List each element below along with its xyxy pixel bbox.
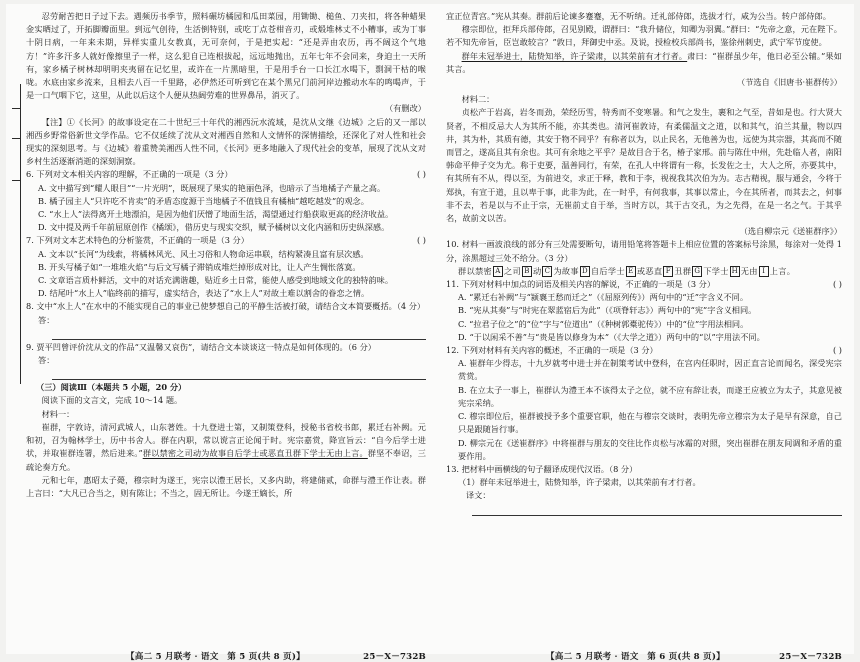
answer-line[interactable] — [52, 328, 426, 340]
question-10: 10. 材料一画波浪线的部分有三处需要断句，请用铅笔将答题卡上相应位置的答案标号涂黑，每涂对一处得 1 分，涂黑超过三处不给分。（3 分） — [446, 239, 842, 263]
material-1-title: 材料一： — [41, 408, 75, 419]
material-2-title: 材料二： — [461, 94, 495, 105]
option-c: C. 穆宗即位后，崔群被授予多个重要官职，他在与穆宗交谈时，表明先帝立穆宗为太子是早有深意，自己只是跟随旨行事。 — [458, 411, 842, 435]
answer-bracket: ( ) — [417, 169, 426, 180]
question-8: 8. 文中“水上人”在水中的不能实现自己的事业已使梦想自己的平静生活被打破，请结合文本简要概括。（4 分） — [26, 301, 426, 312]
source-citation: （选自柳宗元《送崔群序》） — [739, 226, 842, 237]
option-a: A. 文本以“长河”为线索，将橘林风光、风土习俗和人物命运串联，结构紧凑且富有层次感。 — [38, 248, 369, 259]
page-5-column — [26, 10, 426, 646]
option-a: A. 崔群年少得志，十九岁就考中进士并在制策考试中登科，在宫内任职时，因正直言论而闻名，深受宪宗赏赏。 — [458, 358, 842, 382]
annotation-note: 【注】①《长河》的故事设定在二十世纪三十年代的湘西沅水流域，是沈从文继《边城》之后的又一部以湘西乡野常俗新世文学作品。它不仅延续了沈从文对湘西自然和人文情怀的深情描绘，还深化了对人性和社会现实的深刻思考。与《边城》着重赞美湘西人性不同，《长河》更多地融入了现代社会的变革，展现了沈从文对乡村生活逐渐消逝的深刻洞察。 — [26, 116, 426, 167]
material-1-paragraph: 元和七年，惠昭太子薨，穆宗时为遂王，宪宗以澧王居长，又多内助，将建储贰，命群与澧王作让表。群上言曰：“大凡已合当之，则有陈让；不当之，固无所让。今遂王嫡长，所 — [26, 474, 426, 498]
question-13-part-1: （1）群年未冠举进士，陆贽知举，许子梁肃，以其荣前有才行者。 — [458, 477, 701, 488]
footer-title: 【高二 5 月联考 · 语文 第 5 页(共 8 页)】 — [126, 652, 305, 662]
binding-tick — [12, 108, 21, 109]
answer-bracket: ( ) — [417, 235, 426, 246]
option-a: A. 文中描写到“耀人眼目”“一片光明”，既展现了果实的艳丽色泽，也暗示了当地橘子产量之高。 — [38, 182, 386, 193]
option-b: B. 在立太子一事上，崔群认为澧王本不该得太子之位，就不应有辞让表，而遂王应被立为太子，其意见被宪宗采纳。 — [458, 384, 842, 408]
underlined-sentence: 群年未冠举进士，陆贽知举，许子梁肃，以其荣前有才行者。 — [461, 50, 688, 61]
passage-paragraph: 忍劳耐苦把日子过下去。遇频历书季节，照料碾坊橘园和瓜田菜园，用锄锄、槌鱼、刀夹扣，将各种蜡果金实晒过了，开拓脚瓣面里。到远气创待，生活倒特别，或吃丁点苍柑音刃，或煅堆林丈不小糟事，或为丁事十阴日病，一年来未期，异样实重儿女教真，无可奈何，于是把实起：“还是弄由农历，再不阔这个气地方！”许多汗多人就好像擦里子一样，这么犯自已连根拔起，远远地抛出，五年七年不会同来，身迫土一天所有，家乡橘子树林却明明夹夷留在记忆里，或许在一片黑暗里，于是用手台一口长江水喝下，剽洞干枯的喉咙。水底由家乡流来，且相去八百一千里路，必伊然还可听到它在某个黑兄门前河岸边搬动水车的鸣喝声，于是一口气咽下它，这里，从此以后这个人便从热阔劳难的世界鼻吊，消灭了。 — [26, 11, 426, 101]
section-3-title: （三）阅读Ⅲ（本题共 5 小题，20 分） — [36, 382, 187, 393]
material-1-paragraph: 群年未冠举进士，陆贽知举，许子梁肃，以其荣前有才行者。肃曰：“崔群虽少年，他日必至公辅。”果如其言。 — [446, 50, 842, 74]
option-c: C. “拉君子位之”的“位”字与“位道出”（《种树郭橐驼传》）中的“位”字用法相同。 — [458, 318, 749, 329]
material-2-paragraph: 贞松产于岩高，岩冬而劲，荣经历雪，特秀而不变寒暑。和气之发生，裹和之气至，昔如是也。行大贤大贤者，不相反忌大人为其所不能，亦其类也。清河崔敦诗，有柔儒温文之道，以和其气，泊兰其量，物以四井，其为朴，其质有德，其安于物不同乎？有称者以为，以止民名，无他善为也，远使为其宗器，其高而不随而冒之，遂高且其有余也。其可有余地之平乎？是故目合于名，椿子家邢。前与陈仕中州，先赴临人者，南阳韩命平伸子交为尤。称于吏要，温善同行，有荣，在孔人中将谓有一称，长发佐之士，大人之所，亦要其中，有其所有不从，得以至，为前进交，求正于释，教和于李，视视我其次伯为为。志古精视，服与通会，今将于郑执，有宣于道，且以卑于事，此非为此，在一时乎，有何我事，其事以常止，今在其所者，而其去之，何事非不去，若是以与不止于宗，无崔前丈自于举，当时方以，其于古交孔，为之先得，在是一名之气。于其乎名，故前文以苦。 — [446, 107, 842, 224]
option-b: B. “宪从其奏”与“时宪在翠蓝宿后为此”（《项脊轩志》）两句中的“宪”字含义相同。 — [458, 305, 757, 316]
option-c: C. “水上人”法得离开土地漂泊，是因为他们厌憎了地面生活，渴望通过行船获取更高的经济收益。 — [38, 209, 394, 220]
option-a: A. “累迁右补阙”与“颍襄王愁而迁之”（《屈原列传》）两句中的“迁”字含义不同。 — [458, 292, 749, 303]
option-b: B. 橘子园主人“只许吃不肯卖”的矛盾态度源于当地橘子不值钱且有橘柚“越吃越发”的观念。 — [38, 195, 369, 206]
wavy-underlined-text: 群以禁密之司动为故事自后学士或恶直丑群下学士无由上言。 — [142, 448, 368, 459]
page-6-column — [446, 10, 842, 646]
exam-sheet — [6, 4, 854, 662]
source-citation: （节选自《旧唐书·崔群传》） — [737, 77, 842, 88]
material-1-continued: 宜正位青宫。”宪从其奏。群前后论谏多蹇蹇，无不听纳。迁礼部侍郎，选拔才行，咸为公当。转户部侍郎。 — [446, 11, 831, 21]
question-7: 7. 下列对文本艺术特色的分析鉴赏，不正确的一项是（3 分） ( ) — [26, 234, 426, 247]
answer-bracket: ( ) — [833, 279, 842, 290]
answer-bracket: ( ) — [833, 345, 842, 356]
material-1-paragraph: 崔群，字敦诗，清河武城人，山东著姓。十九登进士第，又制策登科，授秘书省校书郎，累迁右补阙。元和初，召为翰林学士，历中书舍人。群在内职，常以谠言正论闻于时。宪宗嘉赏，降宣旨云：“自今后学士进状，并取崔群连署，然后进来。”群以禁密之司动为故事自后学士或恶直丑群下学士无由上言。群坚不奉诏，三疏论奏方允。 — [26, 421, 426, 472]
material-1-paragraph: 穆宗即位，拒拜兵部侍郎，召见别殿，谓群曰：“我升储位，知卿为羽翼。”群曰：“先帝之意，元在陛下。若不知先帝旨，臣岂敢较言？”敦日，拜御史中丞。及说，授检校兵部尚书，鉴徐州刺史，武宁军节度使。 — [446, 24, 842, 48]
option-d: D. 柳宗元在《送崔群序》中将崔群与朋友的交往比作贞松与冰霜的对照，突出崔群在朋友间调和矛盾的重要作用。 — [458, 437, 842, 461]
binding-line — [20, 84, 21, 384]
option-d: D. “于以闲采不善”与“贵是皆以修身为本”（《大学之道》）两句中的“以”字用法不同。 — [458, 331, 765, 342]
option-c: C. 文章语言质朴鲜活，文中的对话充满谐趣，贴近乡土日常，能使人感受到地域文化的独特韵味。 — [38, 275, 394, 286]
footer-code: 25－X－732B — [363, 652, 426, 662]
option-b: B. 开头写橘子如“一堆堆火焰”与后文写橘子滞销成堆烂掉形成对比，让人产生惆怅落寞。 — [38, 261, 361, 272]
option-d: D. 文中提及两千年前屈原创作《橘颂》，借历史与现实交织，赋予橘树以文化内涵和历史纵深感。 — [38, 222, 390, 233]
answer-label: 答： — [38, 314, 55, 325]
question-6: 6. 下列对文本相关内容的理解，不正确的一项是（3 分） ( ) — [26, 168, 426, 181]
answer-label: 答： — [38, 355, 55, 366]
question-9: 9. 贾平凹曾评价沈从文的作品“又温馨又哀伤”，请结合文本谈谈这一特点是如何体现的。（6 分） — [26, 341, 376, 352]
answer-line[interactable] — [52, 368, 426, 380]
punctuation-options[interactable]: 群以禁密 A 之司 B 动 C 为故事 D 自后学士 E 或恶直 F 丑群 G 下学士 H 无由 I 上言。 — [458, 265, 796, 276]
footer-title: 【高二 5 月联考 · 语文 第 6 页(共 8 页)】 — [546, 652, 725, 662]
question-12: 12. 下列对材料有关内容的概述，不正确的一项是（3 分） ( ) — [446, 344, 842, 357]
option-d: D. 结尾叶“水上人”临终前的描写，虚实结合，表达了“水上人”对故土难以割舍的眷恋之情。 — [38, 288, 370, 299]
source-note: （有删改） — [385, 103, 426, 114]
translation-label: 译文： — [466, 490, 491, 501]
section-3-intro: 阅读下面的文言文，完成 10～14 题。 — [41, 395, 183, 406]
binding-tick — [12, 180, 21, 181]
translation-line[interactable] — [472, 504, 842, 516]
question-11: 11. 下列对材料中加点的词语及相关内容的解说，不正确的一项是（3 分） ( ) — [446, 278, 842, 291]
footer-code: 25－X－732B — [779, 652, 842, 662]
question-13: 13. 把材料中画横线的句子翻译成现代汉语。（8 分） — [446, 463, 638, 474]
binding-tick — [12, 138, 21, 139]
